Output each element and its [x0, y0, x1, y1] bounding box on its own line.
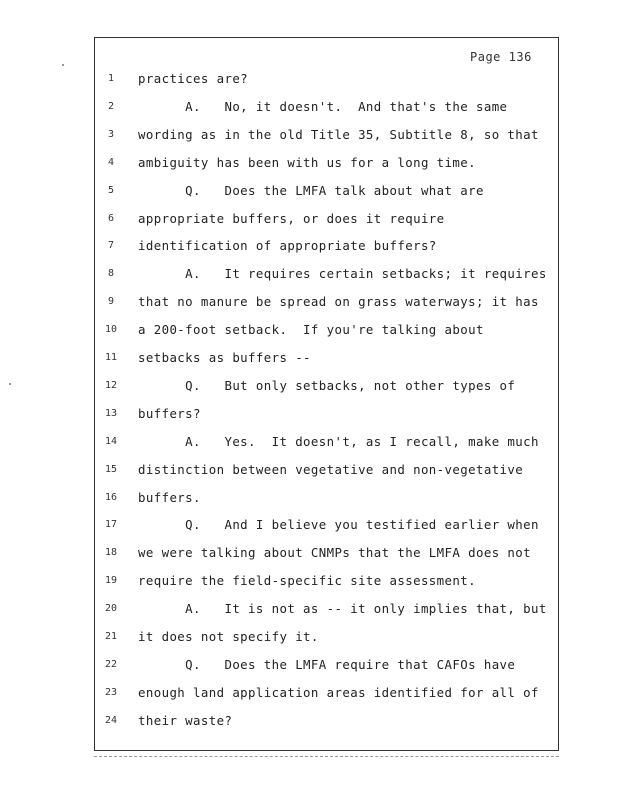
- line-number: 16: [104, 491, 118, 503]
- line-number: 21: [104, 631, 118, 642]
- line-text: a 200-foot setback. If you're talking about: [138, 322, 484, 338]
- line-text: require the field-specific site assessment.: [138, 573, 476, 589]
- scan-speck: [62, 64, 64, 66]
- line-number: 15: [104, 463, 118, 475]
- page-number: Page 136: [470, 50, 532, 64]
- line-text: identification of appropriate buffers?: [138, 238, 437, 254]
- line-number: 11: [104, 352, 118, 363]
- line-number: 18: [104, 547, 118, 559]
- line-number: 10: [104, 324, 118, 336]
- line-number: 5: [107, 184, 115, 196]
- line-text: buffers?: [138, 405, 201, 421]
- line-text: it does not specify it.: [138, 629, 319, 644]
- line-number: 4: [107, 156, 115, 168]
- line-text: A. It requires certain setbacks; it requires: [138, 266, 547, 282]
- line-text: buffers.: [138, 489, 201, 505]
- line-text: Q. But only setbacks, not other types of: [138, 377, 516, 393]
- line-text: that no manure be spread on grass waterways; it has: [138, 294, 539, 310]
- line-text: wording as in the old Title 35, Subtitle 8, so that: [138, 126, 539, 142]
- scan-speck: [9, 383, 11, 385]
- line-number: 1: [107, 73, 115, 84]
- footer-rule: [94, 756, 559, 757]
- line-number: 12: [104, 379, 118, 391]
- line-text: their waste?: [138, 712, 233, 728]
- line-text: Q. And I believe you testified earlier when: [138, 517, 539, 533]
- line-number: 24: [104, 714, 118, 726]
- line-text: A. No, it doesn't. And that's the same: [138, 98, 508, 114]
- line-text: A. Yes. It doesn't, as I recall, make much: [138, 433, 539, 449]
- line-text: distinction between vegetative and non-vegetative: [138, 461, 524, 477]
- line-number: 22: [104, 658, 118, 670]
- line-number: 2: [107, 100, 115, 112]
- line-number: 17: [104, 519, 118, 531]
- line-text: enough land application areas identified for all of: [138, 684, 539, 700]
- line-number: 6: [107, 212, 115, 224]
- line-number: 13: [104, 407, 118, 419]
- line-number: 8: [107, 268, 115, 280]
- line-text: practices are?: [138, 71, 249, 86]
- line-text: ambiguity has been with us for a long time.: [138, 154, 476, 170]
- line-text: appropriate buffers, or does it require: [138, 210, 445, 226]
- line-number: 7: [107, 240, 115, 252]
- line-number: 19: [104, 575, 118, 587]
- line-text: setbacks as buffers --: [138, 350, 311, 365]
- line-text: we were talking about CNMPs that the LMFA does not: [138, 545, 531, 561]
- line-text: Q. Does the LMFA require that CAFOs have: [138, 656, 516, 672]
- line-text: A. It is not as -- it only implies that, but: [138, 601, 547, 617]
- line-number: 23: [104, 686, 118, 698]
- line-number: 20: [104, 603, 118, 615]
- line-text: Q. Does the LMFA talk about what are: [138, 182, 484, 198]
- line-number: 14: [104, 435, 118, 447]
- line-number: 3: [107, 128, 115, 140]
- line-number: 9: [107, 296, 115, 308]
